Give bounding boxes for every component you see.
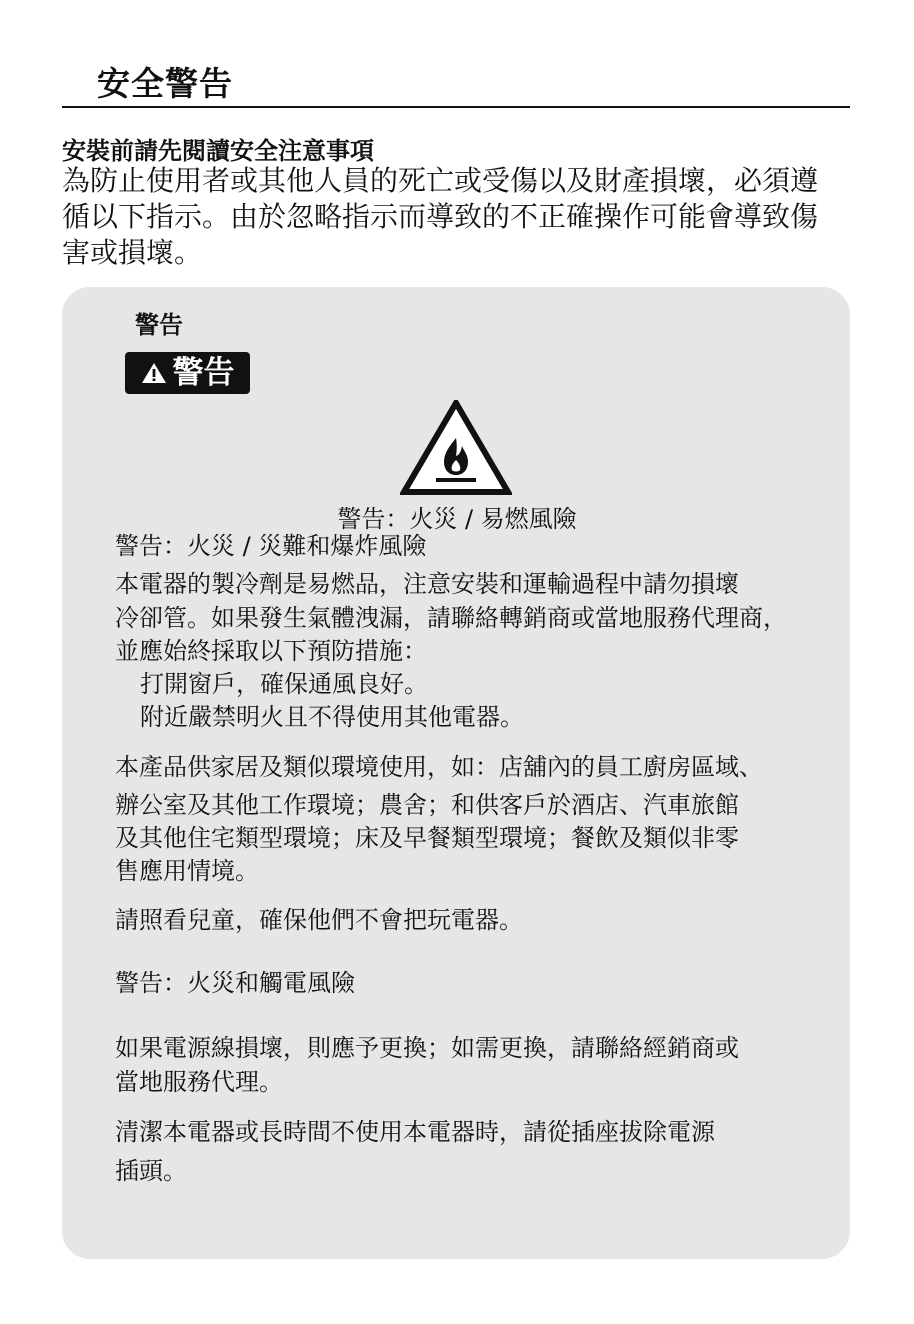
warning-badge-label: 警告 [172,355,235,391]
unplug-line: 清潔本電器或長時間不使用本電器時，請從插座拔除電源 [115,1118,715,1146]
power-cord-line: 如果電源線損壞，則應予更換；如需更換，請聯絡經銷商或 [115,1034,739,1062]
intro-heading: 安裝前請先閱讀安全注意事項 [62,137,374,165]
usage-line: 本產品供家居及類似環境使用，如：店舖內的員工廚房區域、 [115,753,763,781]
fire-symbol-caption: 警告：火災 / 易燃風險 [337,505,577,533]
warning-badge [125,352,250,394]
usage-line: 辦公室及其他工作環境；農舍；和供客戶於酒店、汽車旅館 [115,791,739,819]
fire-explosion-heading: 警告：火災 / 災難和爆炸風險 [115,532,427,560]
usage-line: 及其他住宅類型環境；床及早餐類型環境；餐飲及類似非零 [115,824,739,852]
power-cord-line: 當地服務代理。 [115,1068,283,1096]
refrigerant-line: 並應始終採取以下預防措施： [115,637,427,665]
intro-line: 循以下指示。由於忽略指示而導致的不正確操作可能會導致傷 [62,200,819,233]
electric-shock-heading: 警告：火災和觸電風險 [115,969,355,997]
children-warning: 請照看兒童，確保他們不會把玩電器。 [115,906,523,934]
title-divider [62,106,850,108]
unplug-line: 插頭。 [115,1157,187,1185]
precaution-item: 附近嚴禁明火且不得使用其他電器。 [140,703,524,731]
precaution-item: 打開窗戶，確保通風良好。 [140,670,428,698]
refrigerant-line: 冷卻管。如果發生氣體洩漏，請聯絡轉銷商或當地服務代理商， [115,604,787,632]
intro-line: 為防止使用者或其他人員的死亡或受傷以及財產損壞，必須遵 [62,164,819,197]
refrigerant-line: 本電器的製冷劑是易燃品，注意安裝和運輸過程中請勿損壞 [115,570,739,598]
flammable-fire-icon [400,400,512,496]
intro-line: 害或損壞。 [62,236,203,269]
warning-section-heading: 警告 [135,311,183,339]
usage-line: 售應用情境。 [115,857,259,885]
page-title: 安全警告 [97,64,233,103]
warning-triangle-icon [141,361,167,385]
